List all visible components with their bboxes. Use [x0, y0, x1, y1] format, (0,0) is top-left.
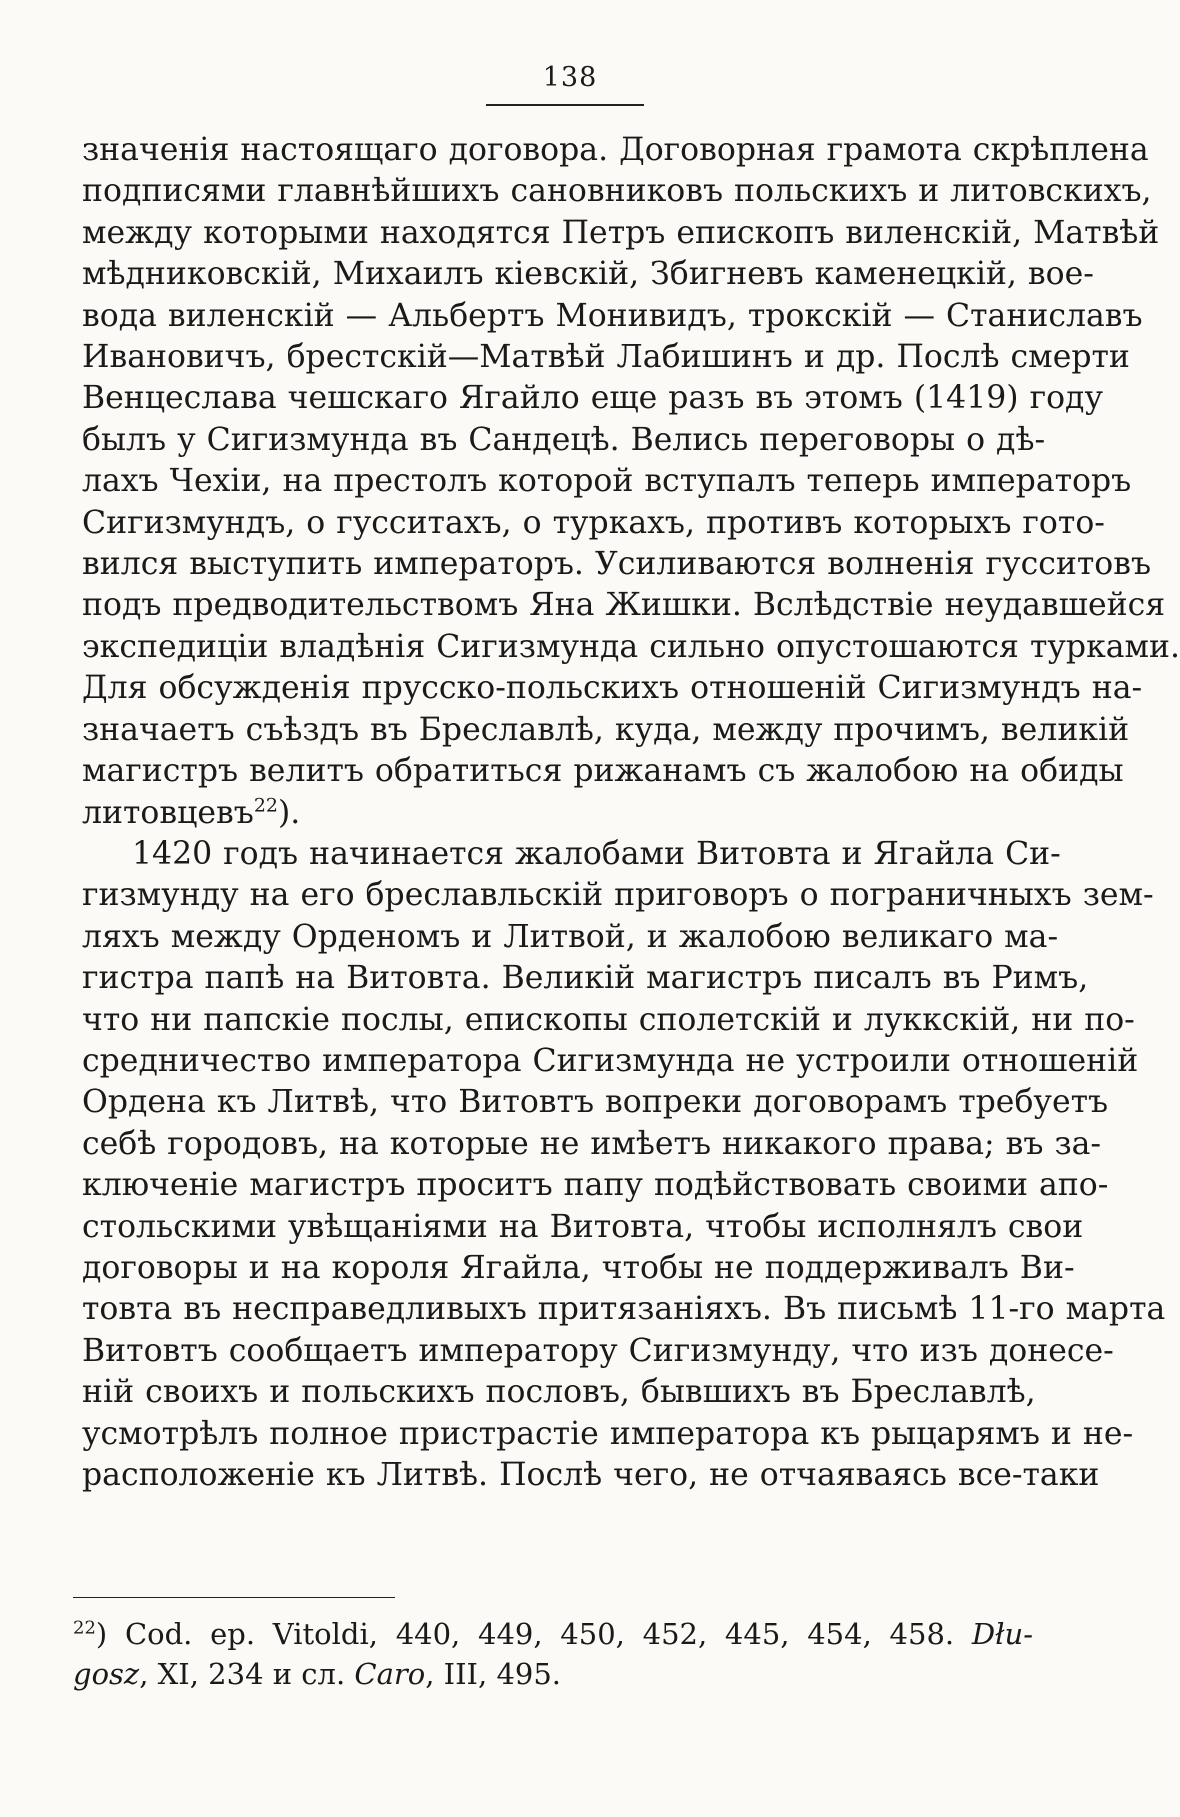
p1-line: значаетъ съѣздъ въ Бреславлѣ, куда, между прочимъ, великій	[82, 711, 1130, 748]
p2-line: расположеніе къ Литвѣ. Послѣ чего, не отчаяваясь все-таки	[82, 1457, 1100, 1493]
footnote-text-2: , XI, 234 и сл.	[139, 1657, 355, 1691]
p2-line: 1420 годъ начинается жалобами Витовта и Ягайла Си-	[132, 835, 1061, 872]
p2-line: стольскими увѣщаніями на Витовта, чтобы исполнялъ свои	[82, 1208, 1084, 1245]
p2-line: усмотрѣлъ полное пристрастіе императора къ рыцарямъ и не-	[82, 1415, 1134, 1452]
p1-line: значенія настоящаго договора. Договорная грамота скрѣплена	[82, 132, 1149, 168]
page-number: 138	[542, 62, 598, 93]
p2-line: гистра папѣ на Витовта. Великій магистръ писалъ въ Римъ,	[82, 960, 1089, 997]
p1-line: вился выступить императоръ. Усиливаются волненія гусситовъ	[82, 546, 1152, 583]
p2-line: договоры и на короля Ягайла, чтобы не поддерживалъ Ви-	[82, 1249, 1075, 1286]
p1-line: магистръ велитъ обратиться рижанамъ съ жалобою на обиды	[82, 753, 1124, 790]
paragraph-2	[82, 834, 1166, 1497]
p2-line: Ордена къ Литвѣ, что Витовтъ вопреки договорамъ требуетъ	[82, 1084, 1109, 1121]
p1-line: лахъ Чехіи, на престолъ которой вступалъ теперь императоръ	[82, 463, 1132, 500]
p1-line: былъ у Сигизмунда въ Сандецѣ. Велись переговоры о дѣ-	[82, 421, 1046, 458]
p2-line: ключеніе магистръ проситъ папу подѣйствовать своими апо-	[82, 1167, 1109, 1204]
footnote-rule	[73, 1597, 395, 1598]
p1-line: подъ предводительствомъ Яна Жишки. Вслѣдствіе неудавшейся	[82, 587, 1166, 624]
footnote-author-caro: Caro	[354, 1657, 426, 1691]
paragraph-1-end: ).	[278, 794, 301, 831]
paragraph-1-last-word: литовцевъ	[82, 794, 254, 831]
footnote-author-cont: gosz	[73, 1657, 140, 1691]
footnote-text-3: , III, 495.	[425, 1657, 562, 1691]
p2-line: товта въ несправедливыхъ притязаніяхъ. Въ письмѣ 11-го марта	[82, 1291, 1166, 1328]
p1-line: вода виленскій — Альбертъ Монивидъ, трокскій — Станиславъ	[82, 297, 1143, 334]
p1-line: мѣдниковскій, Михаилъ кіевскій, Збигневъ каменецкій, вое-	[82, 256, 1094, 293]
p2-line: себѣ городовъ, на которые не имѣетъ никакого права; въ за-	[82, 1125, 1102, 1162]
p1-line: Для обсужденія прусско-польскихъ отношеній Сигизмундъ на-	[82, 670, 1143, 707]
footnote-line-1	[73, 1614, 1033, 1654]
p1-line: Сигизмундъ, о гусситахъ, о туркахъ, противъ которыхъ гото-	[82, 504, 1105, 541]
p1-line: между которыми находятся Петръ епископъ виленскій, Матвѣй	[82, 214, 1160, 251]
paragraph-1-last-line	[82, 793, 1032, 834]
paragraph-1	[82, 130, 1180, 793]
footnote-author: Dłu-	[971, 1617, 1033, 1651]
footnote-line-2	[73, 1654, 1033, 1694]
p2-line: средничество императора Сигизмунда не устроили отношеній	[82, 1042, 1139, 1079]
p1-line: Венцеслава чешскаго Ягайло еще разъ въ этомъ (1419) году	[82, 380, 1103, 417]
p1-line: подписями главнѣйшихъ сановниковъ польскихъ и литовскихъ,	[82, 173, 1152, 210]
footnote	[73, 1614, 1033, 1694]
footnote-reference[interactable]: 22	[253, 794, 278, 816]
p2-line: Витовтъ сообщаетъ императору Сигизмунду, что изъ донесе-	[82, 1332, 1114, 1369]
p2-line: что ни папскіе послы, епископы сполетскій и луккскій, ни по-	[82, 1001, 1135, 1038]
footnote-marker: 22	[73, 1617, 96, 1639]
body-text	[82, 130, 1180, 1496]
page-number-rule	[486, 104, 644, 106]
p1-line: Ивановичъ, брестскій—Матвѣй Лабишинъ и др. Послѣ смерти	[82, 339, 1130, 376]
p2-line: ляхъ между Орденомъ и Литвой, и жалобою великаго ма-	[82, 918, 1059, 955]
p1-line: экспедиціи владѣнія Сигизмунда сильно опустошаются турками.	[82, 628, 1180, 665]
footnote-text: ) Cod. ep. Vitoldi, 440, 449, 450, 452, 445, 454, 458.	[95, 1617, 972, 1651]
p2-line: гизмунду на его бреславльскій приговоръ о пограничныхъ зем-	[82, 877, 1154, 914]
p2-line: ній своихъ и польскихъ пословъ, бывшихъ въ Бреславлѣ,	[82, 1374, 1036, 1411]
